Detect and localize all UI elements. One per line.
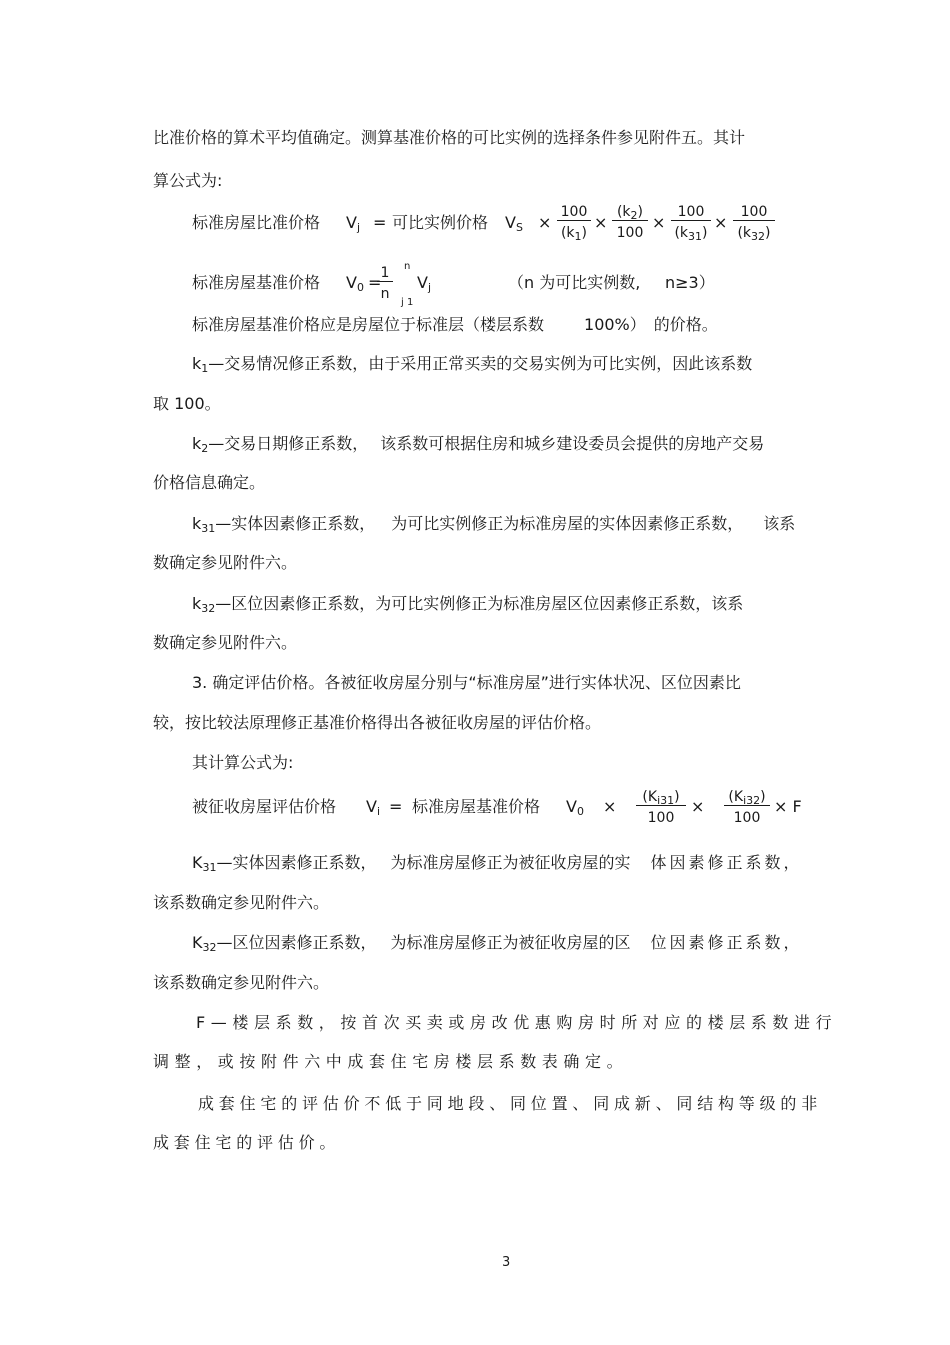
formula3-vi: $V_i$ [366,797,381,818]
formula1-vj: $V_j$ [346,213,361,234]
para-intro-line-1: 比准价格的算术平均值确定。测算基准价格的可比实例的选择条件参见附件五。其计 [153,128,746,147]
page-number: 3 [502,1255,511,1270]
formula1-times-2: × [594,213,608,232]
formula1-times-4: × [714,213,728,232]
para-standard-floor: 标准房屋基准价格应是房屋位于标准层（楼层系数 100%） 的价格。 [192,315,718,334]
formula1-fraction-k2: $(k_2)$ 100 [612,204,648,241]
def-k1-line-2: 取 100。 [153,394,221,413]
formula2-v0: $V_0$ [346,273,364,294]
formula1-vs: $V_S$ [505,213,523,234]
formula3-v0: $V_0$ [566,797,584,818]
formula2-sum-upper: n [404,261,411,272]
def-k31-line-2: 数确定参见附件六。 [153,553,298,572]
formula2-lhs: 标准房屋基准价格 [192,273,321,292]
def-K32-line-2: 该系数确定参见附件六。 [153,973,330,992]
def-K31-line-2: 该系数确定参见附件六。 [153,893,330,912]
formula2-vj: $V_j$ [417,273,432,294]
para-step3-line-3: 其计算公式为: [192,753,294,772]
formula2-equals: = [368,273,382,292]
def-k2-line-2: 价格信息确定。 [153,473,266,492]
formula1-fraction-k1: 100 $(k_1)$ [557,204,591,241]
def-k31-line-1: $k_{31}—$实体因素修正系数， 为可比实例修正为标准房屋的实体因素修正系数， 该系 [192,514,796,535]
formula3-floor-factor: × F [774,797,802,816]
formula1-fraction-k31: 100 $(k_{31})$ [671,204,711,241]
formula1-fraction-k32: 100 $(k_{32})$ [733,204,775,241]
formula3-times-1: × [603,797,617,816]
formula2-fraction-1-over-n: 1 n [377,265,393,302]
formula3-equals: = [389,797,403,816]
para-intro-line-2: 算公式为: [153,171,223,190]
formula1-equals: = [373,213,387,232]
def-F-line-2: 调整，或按附件六中成套住宅房楼层系数表确定。 [153,1052,629,1071]
formula3-text: 标准房屋基准价格 [412,797,541,816]
formula3-fraction-ki32: $(K_{i32})$ 100 [724,789,770,826]
def-k32-line-2: 数确定参见附件六。 [153,633,298,652]
para-step3-line-1: 3. 确定评估价格。各被征收房屋分别与“标准房屋”进行实体状况、区位因素比 [192,673,741,692]
formula1-lhs: 标准房屋比准价格 [192,213,321,232]
formula3-lhs: 被征收房屋评估价格 [192,797,337,816]
formula2-note-condition: n≥3） [665,273,715,292]
para-complete-housing-line-2: 成套住宅的评估价。 [153,1133,341,1152]
def-K32-line-1: $K_{32}—$区位因素修正系数， 为标准房屋修正为被征收房屋的区 位因素修正系数， [192,933,803,954]
formula3-times-2: × [691,797,705,816]
formula1-times-3: × [652,213,666,232]
def-k32-line-1: $k_{32}—$区位因素修正系数，为可比实例修正为标准房屋区位因素修正系数，该系 [192,594,744,615]
formula2-note: （n 为可比实例数, [508,273,641,292]
formula3-fraction-ki31: $(K_{i31})$ 100 [636,789,686,826]
formula2-sum-lower: j 1 [401,297,414,308]
para-complete-housing-line-1: 成套住宅的评估价不低于同地段、同位置、同成新、同结构等级的非 [198,1094,823,1113]
def-F-line-1: F—楼层系数，按首次买卖或房改优惠购房时所对应的楼层系数进行 [196,1013,838,1032]
def-k2-line-1: $k_2—$交易日期修正系数， 该系数可根据住房和城乡建设委员会提供的房地产交易 [192,434,765,455]
formula1-times-1: × [538,213,552,232]
formula1-text: 可比实例价格 [392,213,489,232]
def-k1-line-1: $k_1—$交易情况修正系数，由于采用正常买卖的交易实例为可比实例，因此该系数 [192,354,753,375]
def-K31-line-1: $K_{31}—$实体因素修正系数， 为标准房屋修正为被征收房屋的实 体因素修正系数， [192,853,803,874]
para-step3-line-2: 较，按比较法原理修正基准价格得出各被征收房屋的评估价格。 [153,713,602,732]
